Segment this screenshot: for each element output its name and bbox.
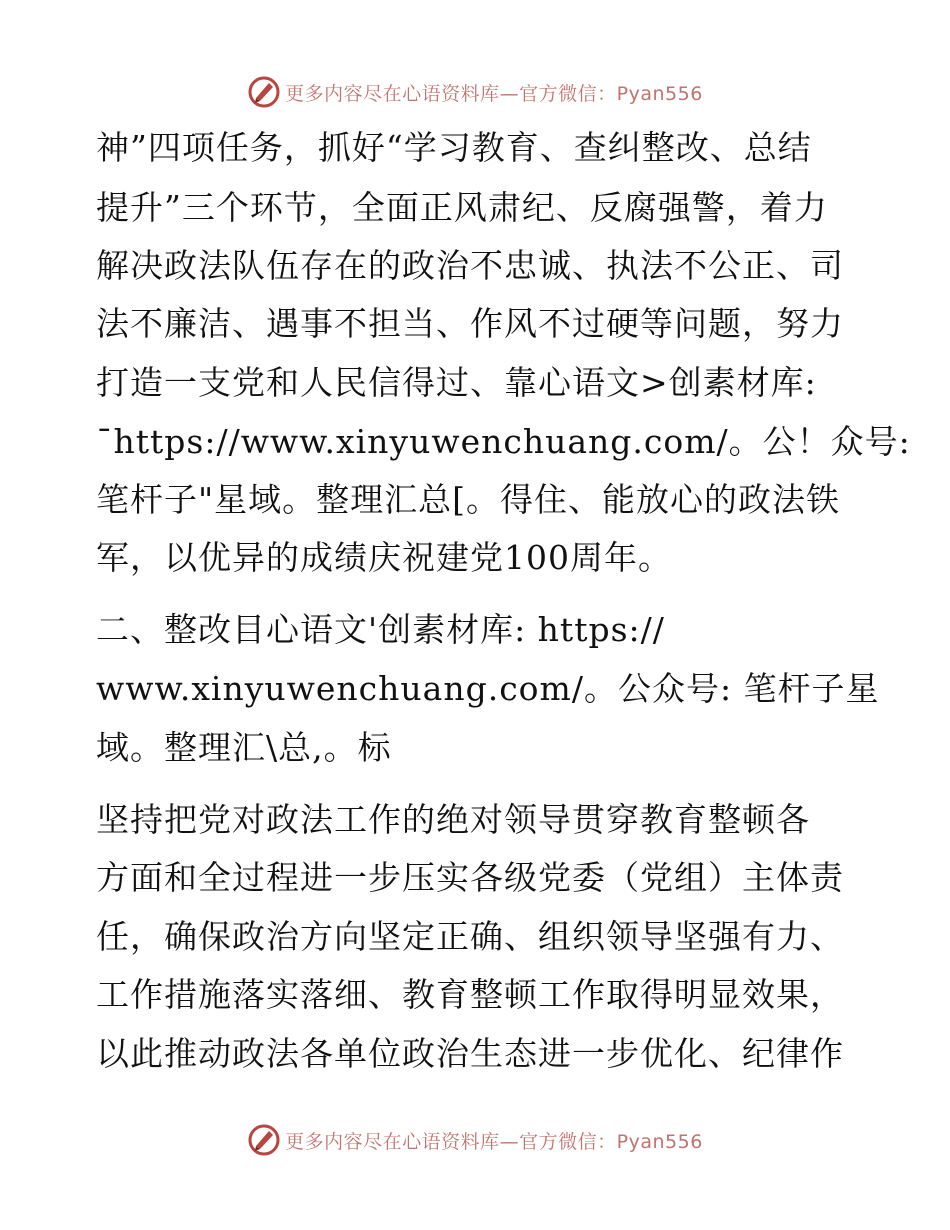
text-line: 工作措施落实落细、教育整顿工作取得明显效果，	[96, 975, 844, 1014]
text-line: 打造一支党和人民信得过、靠心语文>创素材库:	[96, 363, 817, 402]
text-line: 法不廉洁、遇事不担当、作风不过硬等问题，努力	[96, 304, 844, 343]
text-line: 军，以优异的成绩庆祝建党100周年。	[96, 538, 672, 577]
text-line: ¯https://www.xinyuwenchuang.com/。公！众号:	[96, 422, 911, 461]
text-line: 二、整改目心语文'创素材库: https://	[96, 610, 665, 649]
pen-logo-icon	[247, 75, 281, 109]
text-line: 笔杆子"星域。整理汇总[。得住、能放心的政法铁	[96, 480, 841, 519]
text-line: 提升”三个环节，全面正风肃纪、反腐强警，着力	[96, 188, 828, 227]
text-line: 坚持把党对政法工作的绝对领导贯穿教育整顿各	[96, 800, 810, 839]
header-watermark-text: 更多内容尽在心语资料库—官方微信：Pyan556	[285, 82, 703, 105]
text-line: 任，确保政治方向坚定正确、组织领导坚强有力、	[96, 917, 844, 956]
text-line: www.xinyuwenchuang.com/。公众号: 笔杆子星	[96, 669, 880, 708]
footer-watermark	[0, 1120, 950, 1160]
pen-logo-icon	[247, 1123, 281, 1157]
header-watermark	[0, 72, 950, 112]
text-line: 方面和全过程进一步压实各级党委（党组）主体责	[96, 858, 844, 897]
text-line: 神”四项任务，抓好“学习教育、查纠整改、总结	[96, 128, 812, 167]
footer-watermark-text: 更多内容尽在心语资料库—官方微信：Pyan556	[285, 1130, 703, 1153]
text-line: 域。整理汇\总,。标	[96, 728, 392, 767]
text-line: 以此推动政法各单位政治生态进一步优化、纪律作	[96, 1034, 844, 1073]
text-line: 解决政法队伍存在的政治不忠诚、执法不公正、司	[96, 246, 844, 285]
